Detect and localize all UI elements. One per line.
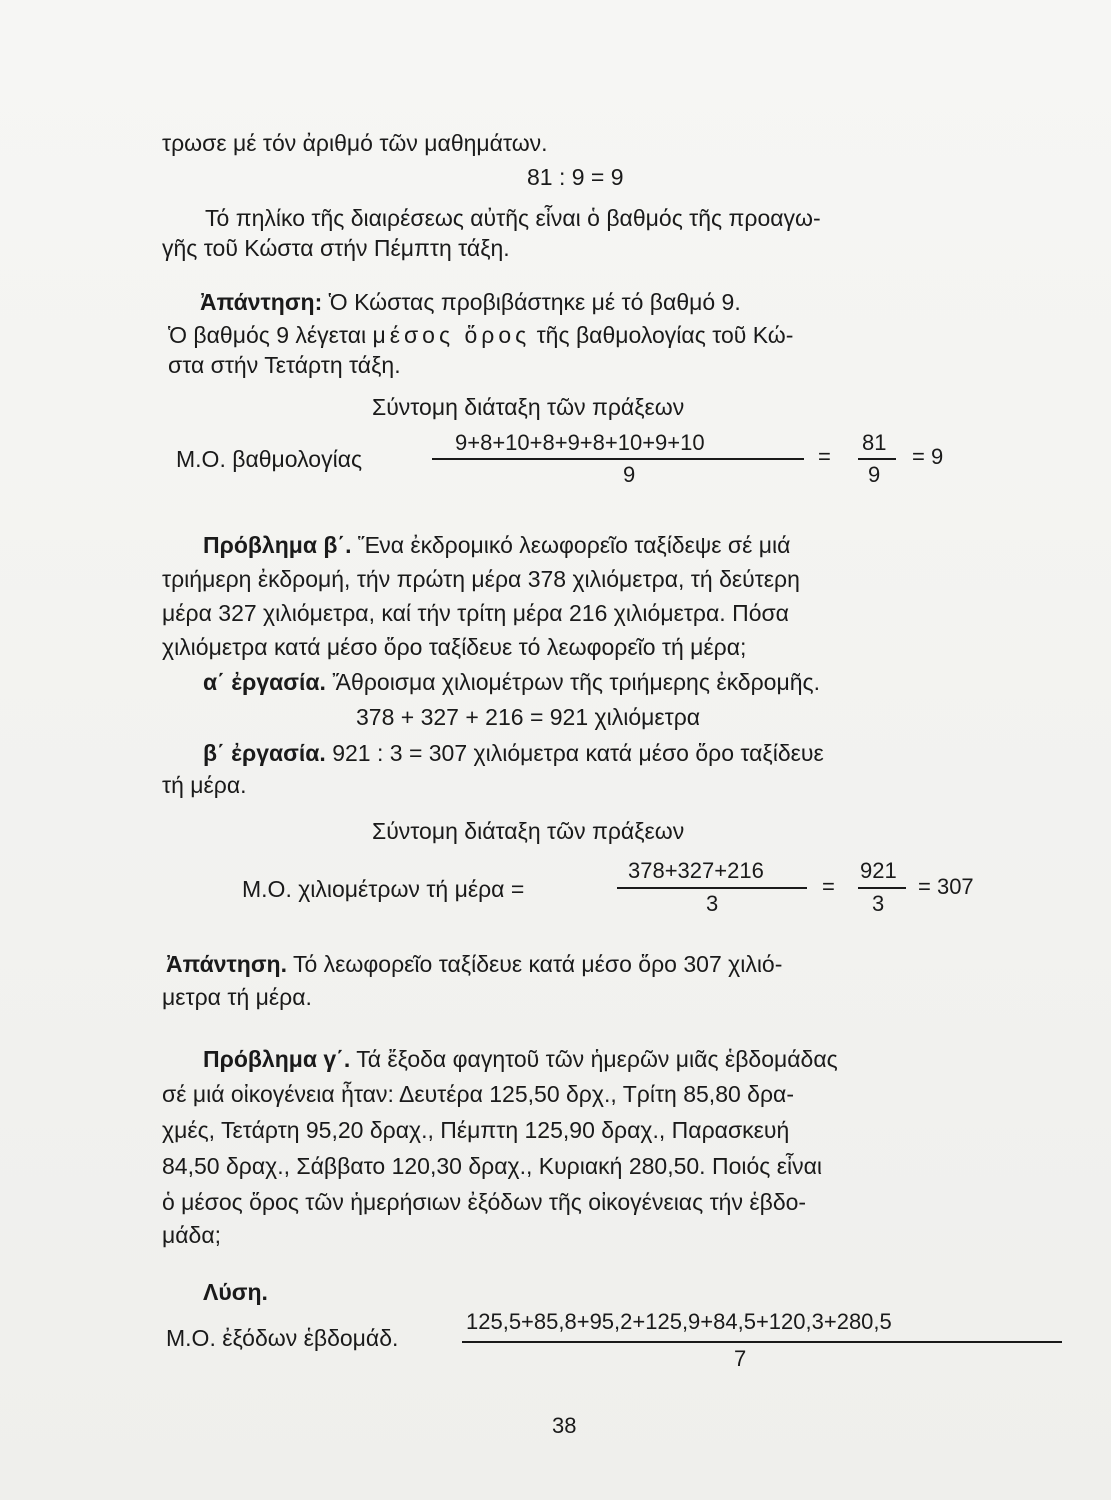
text-line: σέ μιά οἰκογένεια ἦταν: Δευτέρα 125,50 δρχ., Τρίτη 85,80 δρα-: [162, 1081, 795, 1107]
task-label: α΄ ἐργασία.: [203, 669, 326, 695]
text-line: Τό πηλίκο τῆς διαιρέσεως αὐτῆς εἶναι ὁ βαθμός τῆς προαγω-: [205, 205, 821, 231]
formula-label: Μ.Ο. ἐξόδων ἑβδομάδ.: [166, 1325, 399, 1351]
equation-division: 81 : 9 = 9: [527, 164, 624, 190]
task-label: β΄ ἐργασία.: [203, 740, 326, 766]
fraction-bar: [858, 887, 906, 889]
answer-label: Ἀπάντηση:: [200, 289, 323, 315]
fraction-numerator: 125,5+85,8+95,2+125,9+84,5+120,3+280,5: [466, 1309, 892, 1334]
result: = 307: [918, 874, 974, 899]
fraction-numerator: 9+8+10+8+9+8+10+9+10: [455, 430, 705, 455]
answer-line: [166, 949, 1051, 979]
fraction-denominator: 3: [872, 891, 885, 916]
fraction-denominator: 9: [623, 462, 636, 487]
text-span: Ὁ βαθμός 9 λέγεται: [168, 322, 373, 348]
formula-label: Μ.Ο. χιλιομέτρων τή μέρα =: [242, 876, 525, 902]
equals-sign: =: [822, 874, 835, 899]
answer-text: Ὁ Κώστας προβιβάστηκε μέ τό βαθμό 9.: [322, 289, 741, 315]
text-line: χμές, Τετάρτη 95,20 δραχ., Πέμπτη 125,90 δραχ., Παρασκευή: [162, 1117, 790, 1143]
fraction-numerator: 81: [862, 430, 887, 455]
task-line: [203, 667, 1051, 697]
fraction-numerator: 378+327+216: [628, 858, 764, 883]
section-heading: Σύντομη διάταξη τῶν πράξεων: [372, 818, 685, 844]
text-line: γῆς τοῦ Κώστα στήν Πέμπτη τάξη.: [162, 235, 510, 261]
answer-label: Ἀπάντηση.: [166, 951, 287, 977]
problem-label: Πρόβλημα γ΄.: [203, 1046, 351, 1072]
fraction-bar: [432, 458, 804, 460]
task-line: [203, 738, 1051, 768]
page-number: 38: [552, 1413, 577, 1438]
fraction-denominator: 9: [868, 462, 881, 487]
text-line: μετρα τή μέρα.: [162, 984, 312, 1010]
equals-sign: =: [818, 444, 831, 469]
problem-line: [203, 1044, 1051, 1074]
text-span: Ἕνα ἐκδρομικό λεωφορεῖο ταξίδεψε σέ μιά: [351, 532, 791, 558]
text-line: στα στήν Τετάρτη τάξη.: [168, 352, 401, 378]
fraction-denominator: 7: [734, 1346, 747, 1371]
answer-line: [200, 287, 1051, 317]
text-span: τῆς βαθμολογίας τοῦ Κώ-: [530, 322, 794, 348]
text-line: μέρα 327 χιλιόμετρα, καί τήν τρίτη μέρα 216 χιλιόμετρα. Πόσα: [162, 600, 789, 626]
formula-label: Μ.Ο. βαθμολογίας: [176, 446, 363, 472]
problem-line: [203, 530, 1051, 560]
fraction-bar: [858, 458, 896, 460]
text-span: Τά ἔξοδα φαγητοῦ τῶν ἡμερῶν μιᾶς ἑβδομάδας: [350, 1046, 838, 1072]
fraction-numerator: 921: [860, 858, 897, 883]
text-line: τρωσε μέ τόν ἀριθμό τῶν μαθημάτων.: [162, 130, 548, 156]
fraction-bar: [617, 887, 807, 889]
problem-label: Πρόβλημα β΄.: [203, 532, 352, 558]
text-line: ὁ μέσος ὅρος τῶν ἡμερήσιων ἐξόδων τῆς οἰκογένειας τήν ἑβδο-: [162, 1189, 807, 1215]
result: = 9: [912, 444, 944, 469]
fraction-bar: [462, 1341, 1062, 1343]
text-span: Ἄθροισμα χιλιομέτρων τῆς τριήμερης ἐκδρομῆς.: [325, 669, 820, 695]
text-line: μάδα;: [162, 1222, 222, 1248]
text-line: 84,50 δραχ., Σάββατο 120,30 δραχ., Κυριακή 280,50. Ποιός εἶναι: [162, 1153, 823, 1179]
emphasis-term: μέσος ὅρος: [372, 322, 531, 348]
text-line: τή μέρα.: [162, 772, 247, 798]
text-line: χιλιόμετρα κατά μέσο ὅρο ταξίδευε τό λεωφορεῖο τή μέρα;: [162, 634, 747, 660]
section-heading: Σύντομη διάταξη τῶν πράξεων: [372, 394, 685, 420]
text-line: [168, 320, 1051, 350]
solution-label: Λύση.: [203, 1279, 268, 1305]
fraction-denominator: 3: [706, 891, 719, 916]
equation-sum: 378 + 327 + 216 = 921 χιλιόμετρα: [356, 704, 701, 730]
text-span: 921 : 3 = 307 χιλιόμετρα κατά μέσο ὅρο ταξίδευε: [325, 740, 824, 766]
answer-text: Τό λεωφορεῖο ταξίδευε κατά μέσο ὅρο 307 χιλιό-: [287, 951, 783, 977]
text-line: τριήμερη ἐκδρομή, τήν πρώτη μέρα 378 χιλιόμετρα, τή δεύτερη: [162, 566, 800, 592]
